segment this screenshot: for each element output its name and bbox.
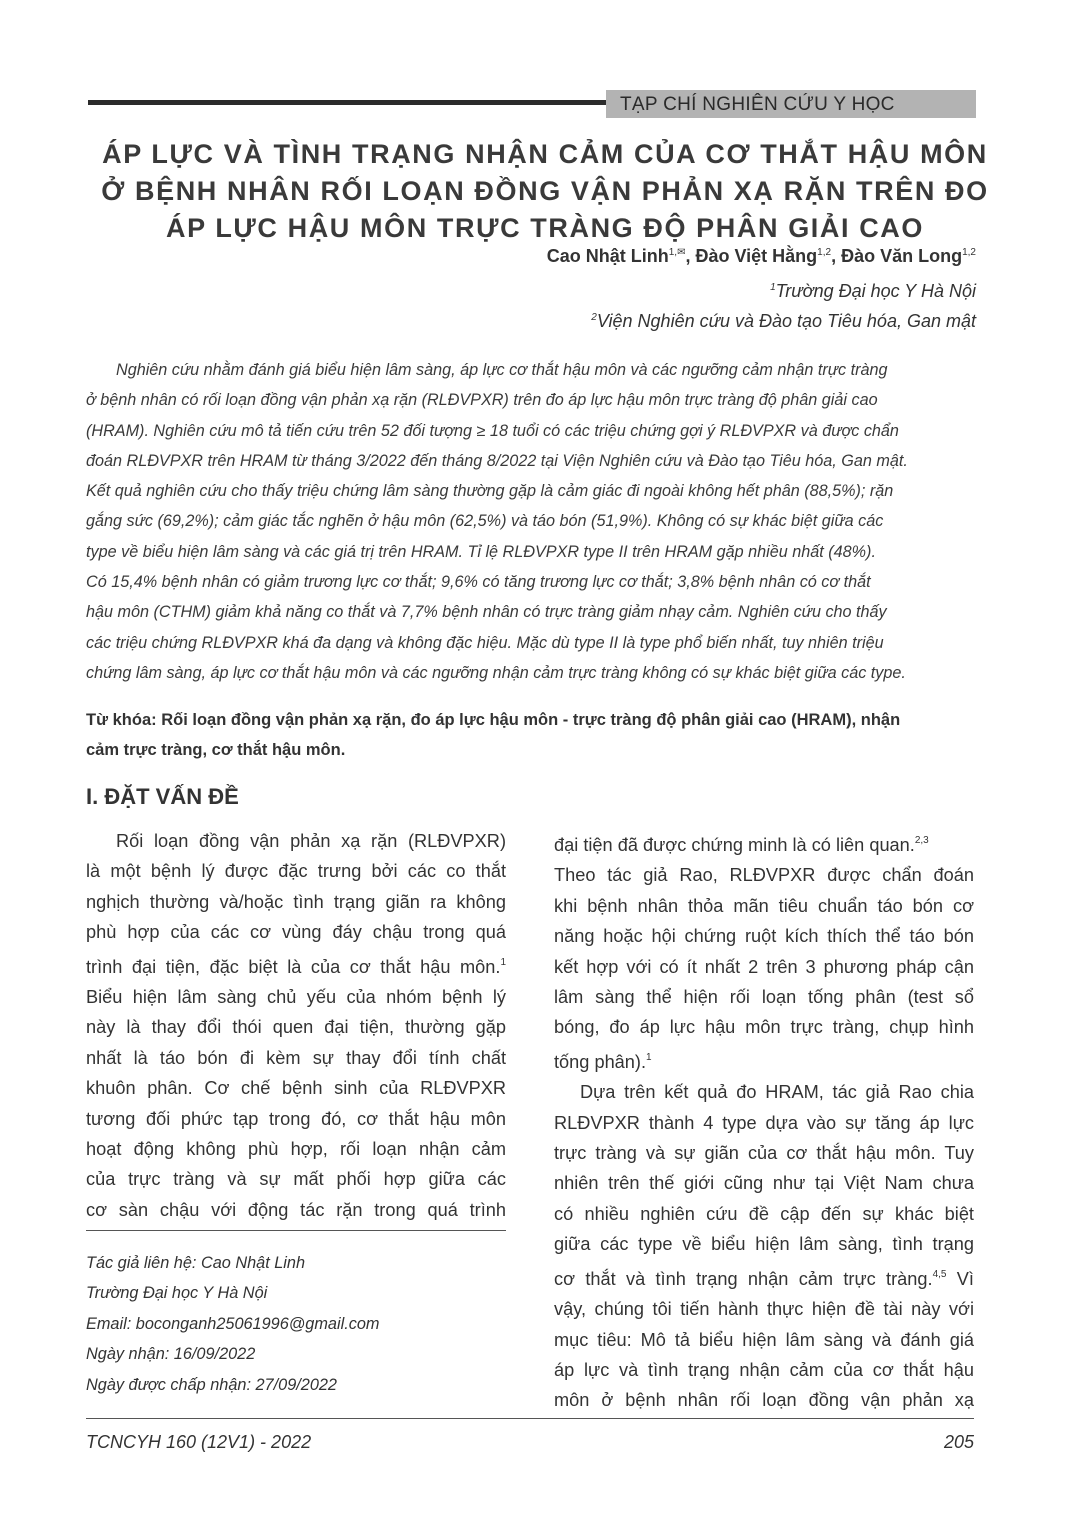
body-line: có nhiều nghiên cứu đề cập đến sự khác biệt: [554, 1203, 974, 1224]
article-title: [60, 136, 1030, 247]
body-line: này là thay đổi thói quen đại tiện, thường gặp: [86, 1017, 506, 1038]
abstract-line: ở bệnh nhân có rối loạn đồng vận phản xạ rặn (RLĐVPXR) trên đo áp lực hậu môn trực tràng độ phân giải cao: [86, 391, 878, 410]
body-line: tương đối phức tạp trong đó, cơ thắt hậu môn: [86, 1108, 506, 1129]
abstract-line: Kết quả nghiên cứu cho thấy triệu chứng lâm sàng thường gặp là cảm giác đi ngoài không hết phân (88,5%); rặn: [86, 482, 894, 501]
body-text: tống phân).: [554, 1051, 647, 1072]
author-name: Đào Văn Long: [841, 246, 963, 266]
body-line: Rối loạn đồng vận phản xạ rặn (RLĐVPXR): [116, 831, 506, 851]
affiliation-sup: 2: [591, 312, 597, 323]
body-line: Theo tác giả Rao, RLĐVPXR được chẩn đoán: [554, 865, 974, 886]
affiliation: [770, 281, 976, 302]
correspondence-footnote: [86, 1248, 380, 1400]
abstract-line: các triệu chứng RLĐVPXR khá đa dạng và không đặc hiệu. Mặc dù type II là type phổ biến nhất, tuy nhiên triệu: [86, 633, 884, 652]
title-line: ÁP LỰC VÀ TÌNH TRẠNG NHẬN CẢM CỦA CƠ THẮT HẬU MÔN: [102, 139, 988, 169]
abstract-line: chứng lâm sàng, áp lực cơ thắt hậu môn và các ngưỡng nhận cảm trực tràng không có sự khác biệt giữa các type.: [86, 663, 906, 682]
body-line: phù hợp của các cơ vùng đáy chậu trong quá: [86, 922, 506, 943]
abstract: [86, 355, 974, 688]
citation-ref: 4,5: [932, 1268, 947, 1280]
keywords: [86, 705, 974, 765]
header-rule: [88, 100, 606, 105]
abstract-line: (HRAM). Nghiên cứu mô tả tiến cứu trên 52 đối tượng ≥ 18 tuổi có các triệu chứng gợi ý RLĐVPXR và được chẩn: [86, 421, 899, 440]
body-line: [554, 1043, 974, 1077]
citation-ref: 1: [646, 1051, 652, 1063]
abstract-line: Nghiên cứu nhằm đánh giá biểu hiện lâm sàng, áp lực cơ thắt hậu môn và các ngưỡng cảm nhận trực tràng: [116, 361, 888, 379]
body-line: trực tràng và sự giãn của cơ thắt hậu môn. Tuy: [554, 1143, 974, 1164]
affiliation-text: Trường Đại học Y Hà Nội: [775, 281, 976, 301]
affiliation-sup: 1: [770, 282, 776, 293]
keywords-text: Rối loạn đồng vận phản xạ rặn, đo áp lực hậu môn - trực tràng độ phân giải cao (HRAM), nhận: [161, 711, 901, 729]
journal-banner: [606, 90, 976, 118]
body-line: hoạt động không phù hợp, rối loạn nhận cảm: [86, 1139, 506, 1160]
body-line: nhất là táo bón đi kèm sự thay đổi tính chất: [86, 1047, 506, 1068]
footnote-line: Ngày được chấp nhận: 27/09/2022: [86, 1375, 337, 1394]
author-name: Đào Việt Hằng: [695, 246, 818, 266]
author-affil-sup: 1,✉: [668, 247, 686, 258]
affiliation-text: Viện Nghiên cứu và Đào tạo Tiêu hóa, Gan mật: [596, 311, 976, 331]
body-line: năng hoặc hội chứng ruột kích thích thể táo bón: [554, 926, 974, 947]
author-name: Cao Nhật Linh: [546, 246, 669, 266]
keywords-label: Từ khóa:: [86, 711, 157, 729]
author-affil-sup: 1,2: [817, 247, 832, 258]
abstract-line: Có 15,4% bệnh nhân có giảm trương lực cơ thắt; 9,6% có tăng trương lực cơ thắt; 3,8% bệnh nhân có cơ thắt: [86, 573, 871, 592]
body-line: RLĐVPXR thành 4 type dựa vào sự tăng áp lực: [554, 1112, 974, 1133]
citation-ref: 2,3: [914, 835, 929, 846]
body-line: Biểu hiện lâm sàng chủ yếu của nhóm bệnh lý: [86, 987, 506, 1008]
footnote-rule: [86, 1230, 506, 1231]
affiliation: [591, 311, 976, 332]
body-line: cơ sàn chậu với động tác rặn trong quá trình: [86, 1199, 506, 1220]
author-list: Cao Nhật Linh$^{1,✉}$, Đào Việt Hằng$^{1,2}$, Đào Văn Long$^{1,2}$: [546, 246, 976, 266]
right-column: [554, 826, 974, 1416]
body-line: Dựa trên kết quả đo HRAM, tác giả Rao chia: [580, 1082, 974, 1103]
journal-issue: TCNCYH 160 (12V1) - 2022: [86, 1432, 312, 1452]
abstract-line: hậu môn (CTHM) giảm khả năng co thắt và 7,7% bệnh nhân có trực tràng giảm nhạy cảm. Nghiên cứu cho thấy: [86, 603, 887, 622]
body-line: môn ở bệnh nhân rối loạn đồng vận phản xạ: [554, 1390, 974, 1411]
body-line: vậy, chúng tôi tiến hành thực hiện đề tài này với: [554, 1299, 974, 1320]
body-text: cơ thắt và tình trạng nhận cảm trực tràng.: [554, 1268, 933, 1289]
abstract-line: gắng sức (69,2%); cảm giác tắc nghẽn ở hậu môn (62,5%) và táo bón (51,9%). Không có sự khác biệt giữa các: [86, 512, 884, 531]
title-line: Ở BỆNH NHÂN RỐI LOẠN ĐỒNG VẬN PHẢN XẠ RẶN TRÊN ĐO: [101, 176, 989, 206]
body-line: của trực tràng và sự mất phối hợp giữa các: [86, 1169, 506, 1190]
left-column: [86, 826, 506, 1225]
journal-name: TẠP CHÍ NGHIÊN CỨU Y HỌC: [620, 94, 895, 115]
body-line: là một bệnh lý được đặc trưng bởi các co thắt: [86, 861, 506, 882]
abstract-line: đoán RLĐVPXR trên HRAM từ tháng 3/2022 đến tháng 8/2022 tại Viện Nghiên cứu và Đào tạo Tiêu hóa, Gan mật.: [86, 451, 908, 470]
footnote-line: Tác giả liên hệ: Cao Nhật Linh: [86, 1254, 306, 1272]
body-line: giữa các type về biểu hiện lâm sàng, tình trạng: [554, 1234, 974, 1255]
body-line: khuôn phân. Cơ chế bệnh sinh của RLĐVPXR: [86, 1078, 506, 1099]
keywords-text: cảm trực tràng, cơ thắt hậu môn.: [86, 741, 346, 759]
body-line: kết hợp với có ít nhất 2 trên 3 phương pháp cận: [554, 956, 974, 977]
footnote-line: Ngày nhận: 16/09/2022: [86, 1345, 256, 1364]
citation-ref: 1: [500, 956, 506, 968]
title-line: ÁP LỰC HẬU MÔN TRỰC TRÀNG ĐỘ PHÂN GIẢI CAO: [166, 213, 924, 243]
body-line: khi bệnh nhân thỏa mãn tiêu chuẩn táo bón cơ: [554, 895, 974, 916]
body-line: áp lực và tình trạng nhận cảm của cơ thắt hậu: [554, 1359, 974, 1380]
body-line: nghịch thường và/hoặc tình trạng giãn ra không: [86, 891, 506, 912]
body-line: bóng, đo áp lực hậu môn trực tràng, chụp hình: [554, 1017, 974, 1038]
body-text: Vì: [946, 1268, 974, 1289]
section-heading: I. ĐẶT VẤN ĐỀ: [86, 784, 239, 809]
body-line: [554, 826, 974, 860]
body-text: trình đại tiện, đặc biệt là của cơ thắt hậu môn.: [86, 956, 501, 977]
footnote-line: Trường Đại học Y Hà Nội: [86, 1284, 268, 1303]
body-line: nhiên trên thế giới cũng như tại Việt Nam chưa: [554, 1173, 974, 1194]
footer-rule: [86, 1418, 974, 1419]
body-line: mục tiêu: Mô tả biểu hiện lâm sàng và đánh giá: [554, 1329, 974, 1350]
body-text: đại tiện đã được chứng minh là có liên quan.: [554, 835, 915, 855]
body-line: [86, 948, 506, 982]
author-affil-sup: 1,2: [962, 247, 976, 258]
footnote-email: Email: boconganh25061996@gmail.com: [86, 1314, 380, 1333]
abstract-line: type về biểu hiện lâm sàng và các giá trị trên HRAM. Tỉ lệ RLĐVPXR type II trên HRAM gặp nhiều nhất (48%).: [86, 542, 876, 561]
body-line: lâm sàng thể hiện rối loạn tống phân (test sổ: [554, 987, 974, 1008]
body-line: [554, 1260, 974, 1294]
page-number: 205: [943, 1432, 974, 1452]
